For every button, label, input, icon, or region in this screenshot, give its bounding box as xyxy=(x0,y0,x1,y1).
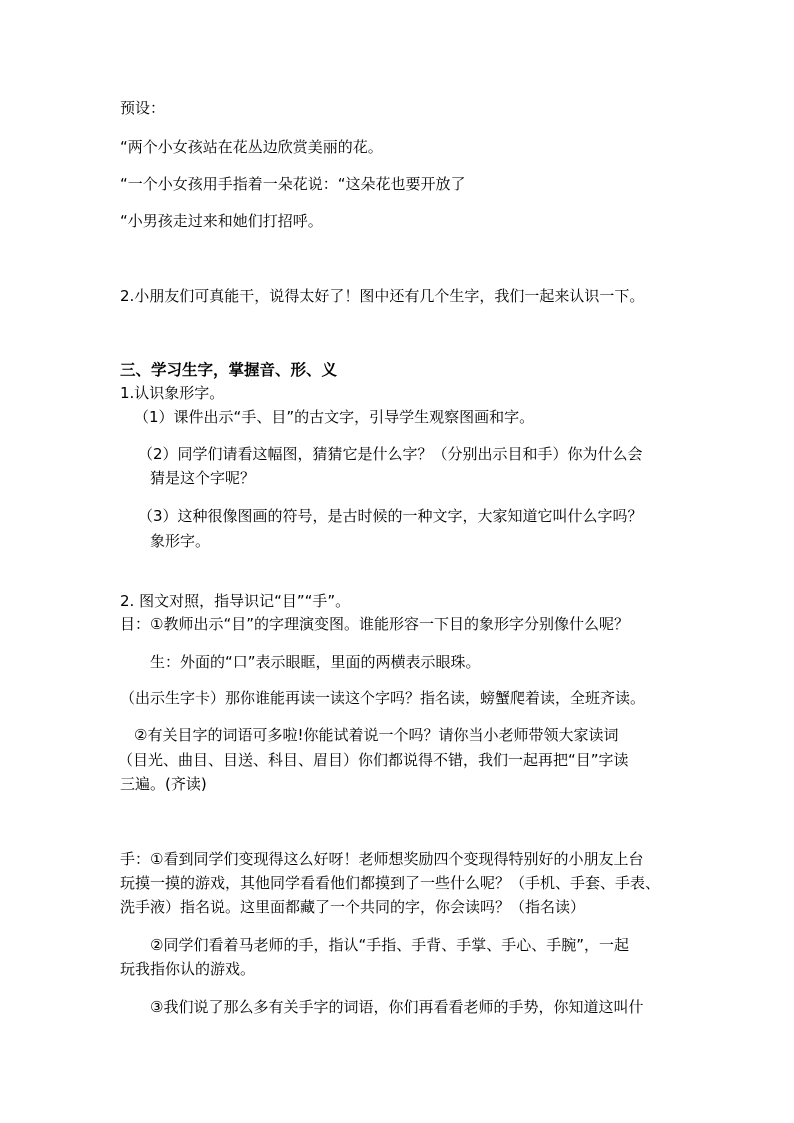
paragraph-continued: 三遍。(齐读) xyxy=(120,775,207,793)
paragraph: ②有关目字的词语可多啦!你能试着说一个吗？请你当小老师带领大家读词 xyxy=(134,726,619,744)
list-item-continued: 象形字。 xyxy=(150,532,211,550)
list-item: （3）这种很像图画的符号，是古时候的一种文字，大家知道它叫什么字吗？ xyxy=(138,507,643,525)
list-item-continued: 猜是这个字呢？ xyxy=(150,469,256,487)
scenario-line: “一个小女孩用手指着一朵花说：“这朵花也要开放了 xyxy=(120,175,466,193)
section-heading: 三、学习生字，掌握音、形、义 xyxy=(120,361,338,379)
paragraph: 目：①教师出示“目”的字理演变图。谁能形容一下目的象形字分别像什么呢？ xyxy=(120,615,629,633)
paragraph-continued: 玩我指你认的游戏。 xyxy=(120,960,256,978)
paragraph-continued: （目光、曲目、目送、科目、眉目）你们都说得不错，我们一起再把“目”字读 xyxy=(118,751,629,769)
paragraph: ②同学们看着马老师的手，指认“手指、手背、手掌、手心、手腕”，一起 xyxy=(150,936,629,954)
paragraph-continued: 洗手液）指名说。这里面都藏了一个共同的字，你会读吗？（指名读） xyxy=(120,898,586,916)
paragraph: 2.小朋友们可真能干，说得太好了！图中还有几个生字，我们一起来认识一下。 xyxy=(120,287,645,305)
paragraph-continued: 玩摸一摸的游戏，其他同学看看他们都摸到了一些什么呢？（手机、手套、手表、 xyxy=(120,874,661,892)
paragraph: 手：①看到同学们变现得这么好呀！老师想奖励四个变现得特别好的小朋友上台 xyxy=(120,850,644,868)
list-item: （2）同学们请看这幅图，猜猜它是什么字？（分别出示目和手）你为什么会 xyxy=(138,445,643,463)
scenario-line: “两个小女孩站在花丛边欣赏美丽的花。 xyxy=(120,138,383,156)
preset-label: 预设： xyxy=(120,99,166,117)
list-item: 2. 图文对照，指导识记“目”“手”。 xyxy=(120,592,351,610)
list-item: 1.认识象形字。 xyxy=(120,384,225,402)
list-item: （1）课件出示“手、目”的古文字，引导学生观察图画和字。 xyxy=(134,408,535,426)
paragraph: 生：外面的“口”表示眼眶，里面的两横表示眼珠。 xyxy=(150,653,481,671)
paragraph: （出示生字卡）那你谁能再读一读这个字吗？指名读，螃蟹爬着读，全班齐读。 xyxy=(120,689,646,707)
paragraph: ③我们说了那么多有关手字的词语，你们再看看老师的手势，你知道这叫什 xyxy=(150,998,644,1016)
scenario-line: “小男孩走过来和她们打招呼。 xyxy=(120,212,323,230)
